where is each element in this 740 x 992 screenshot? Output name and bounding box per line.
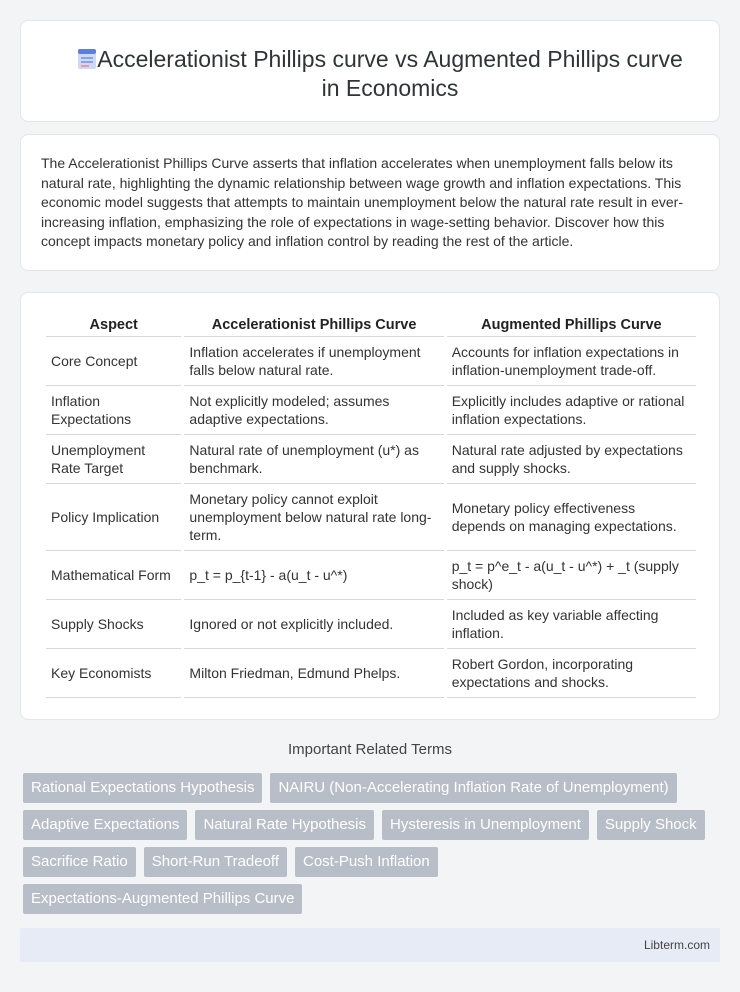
table-cell: Core Concept [46, 337, 181, 386]
table-cell: Explicitly includes adaptive or rational inflation expectations. [447, 386, 696, 435]
table-cell: Monetary policy cannot exploit unemployment below natural rate long-term. [184, 484, 443, 551]
related-term-tag[interactable]: NAIRU (Non-Accelerating Inflation Rate of Unemployment) [270, 773, 676, 803]
table-row [46, 600, 696, 649]
related-term-tag[interactable]: Hysteresis in Unemployment [382, 810, 589, 840]
related-term-tag[interactable]: Expectations-Augmented Phillips Curve [23, 884, 302, 914]
table-cell: Milton Friedman, Edmund Phelps. [184, 649, 443, 698]
table-row [46, 386, 696, 435]
table-cell: Inflation Expectations [46, 386, 181, 435]
intro-text: The Accelerationist Phillips Curve asserts that inflation accelerates when unemployment falls below its natural rate, highlighting the dynamic relationship between wage growth and inflation expectations. This economic model suggests that attempts to maintain unemployment below the natural rate result in ever-increasing inflation, emphasizing the role of expectations in wage-setting behavior. Discover how this concept impacts monetary policy and inflation control by reading the rest of the article. [41, 155, 683, 250]
table-cell: Mathematical Form [46, 551, 181, 600]
table-cell: Supply Shocks [46, 600, 181, 649]
table-row [46, 435, 696, 484]
table-cell: Monetary policy effectiveness depends on managing expectations. [447, 484, 696, 551]
table-row [46, 484, 696, 551]
table-row [46, 551, 696, 600]
table-cell: p_t = p_{t-1} - a(u_t - u^*) [184, 551, 443, 600]
table-cell: Included as key variable affecting inflation. [447, 600, 696, 649]
related-term-tag[interactable]: Rational Expectations Hypothesis [23, 773, 262, 803]
table-row [46, 337, 696, 386]
table-cell: Key Economists [46, 649, 181, 698]
related-terms-title: Important Related Terms [288, 741, 452, 758]
header-card [20, 20, 720, 122]
page-title: Accelerationist Phillips curve vs Augmented Phillips curve in Economics [97, 46, 683, 101]
related-term-tag[interactable]: Adaptive Expectations [23, 810, 187, 840]
table-cell: Ignored or not explicitly included. [184, 600, 443, 649]
table-header-row [46, 315, 696, 337]
column-header: Augmented Phillips Curve [447, 315, 696, 337]
table-row [46, 649, 696, 698]
table-cell: Unemployment Rate Target [46, 435, 181, 484]
related-terms-list [23, 773, 723, 914]
column-header: Accelerationist Phillips Curve [184, 315, 443, 337]
table-cell: Natural rate of unemployment (u*) as benchmark. [184, 435, 443, 484]
related-term-tag[interactable]: Natural Rate Hypothesis [195, 810, 374, 840]
related-term-tag[interactable]: Sacrifice Ratio [23, 847, 136, 877]
table-cell: Robert Gordon, incorporating expectations and shocks. [447, 649, 696, 698]
table-cell: Policy Implication [46, 484, 181, 551]
table-cell: Inflation accelerates if unemployment falls below natural rate. [184, 337, 443, 386]
table-cell: p_t = p^e_t - a(u_t - u^*) + _t (supply shock) [447, 551, 696, 600]
column-header: Aspect [46, 315, 181, 337]
table-cell: Accounts for inflation expectations in inflation-unemployment trade-off. [447, 337, 696, 386]
related-term-tag[interactable]: Cost-Push Inflation [295, 847, 438, 877]
intro-card [20, 134, 720, 271]
related-term-tag[interactable]: Supply Shock [597, 810, 705, 840]
table-cell: Natural rate adjusted by expectations and supply shocks. [447, 435, 696, 484]
footer [20, 928, 720, 962]
related-term-tag[interactable]: Short-Run Tradeoff [144, 847, 287, 877]
table-cell: Not explicitly modeled; assumes adaptive expectations. [184, 386, 443, 435]
footer-site-link[interactable]: Libterm.com [643, 938, 710, 952]
comparison-table-card [20, 292, 720, 720]
comparison-table [43, 315, 699, 698]
